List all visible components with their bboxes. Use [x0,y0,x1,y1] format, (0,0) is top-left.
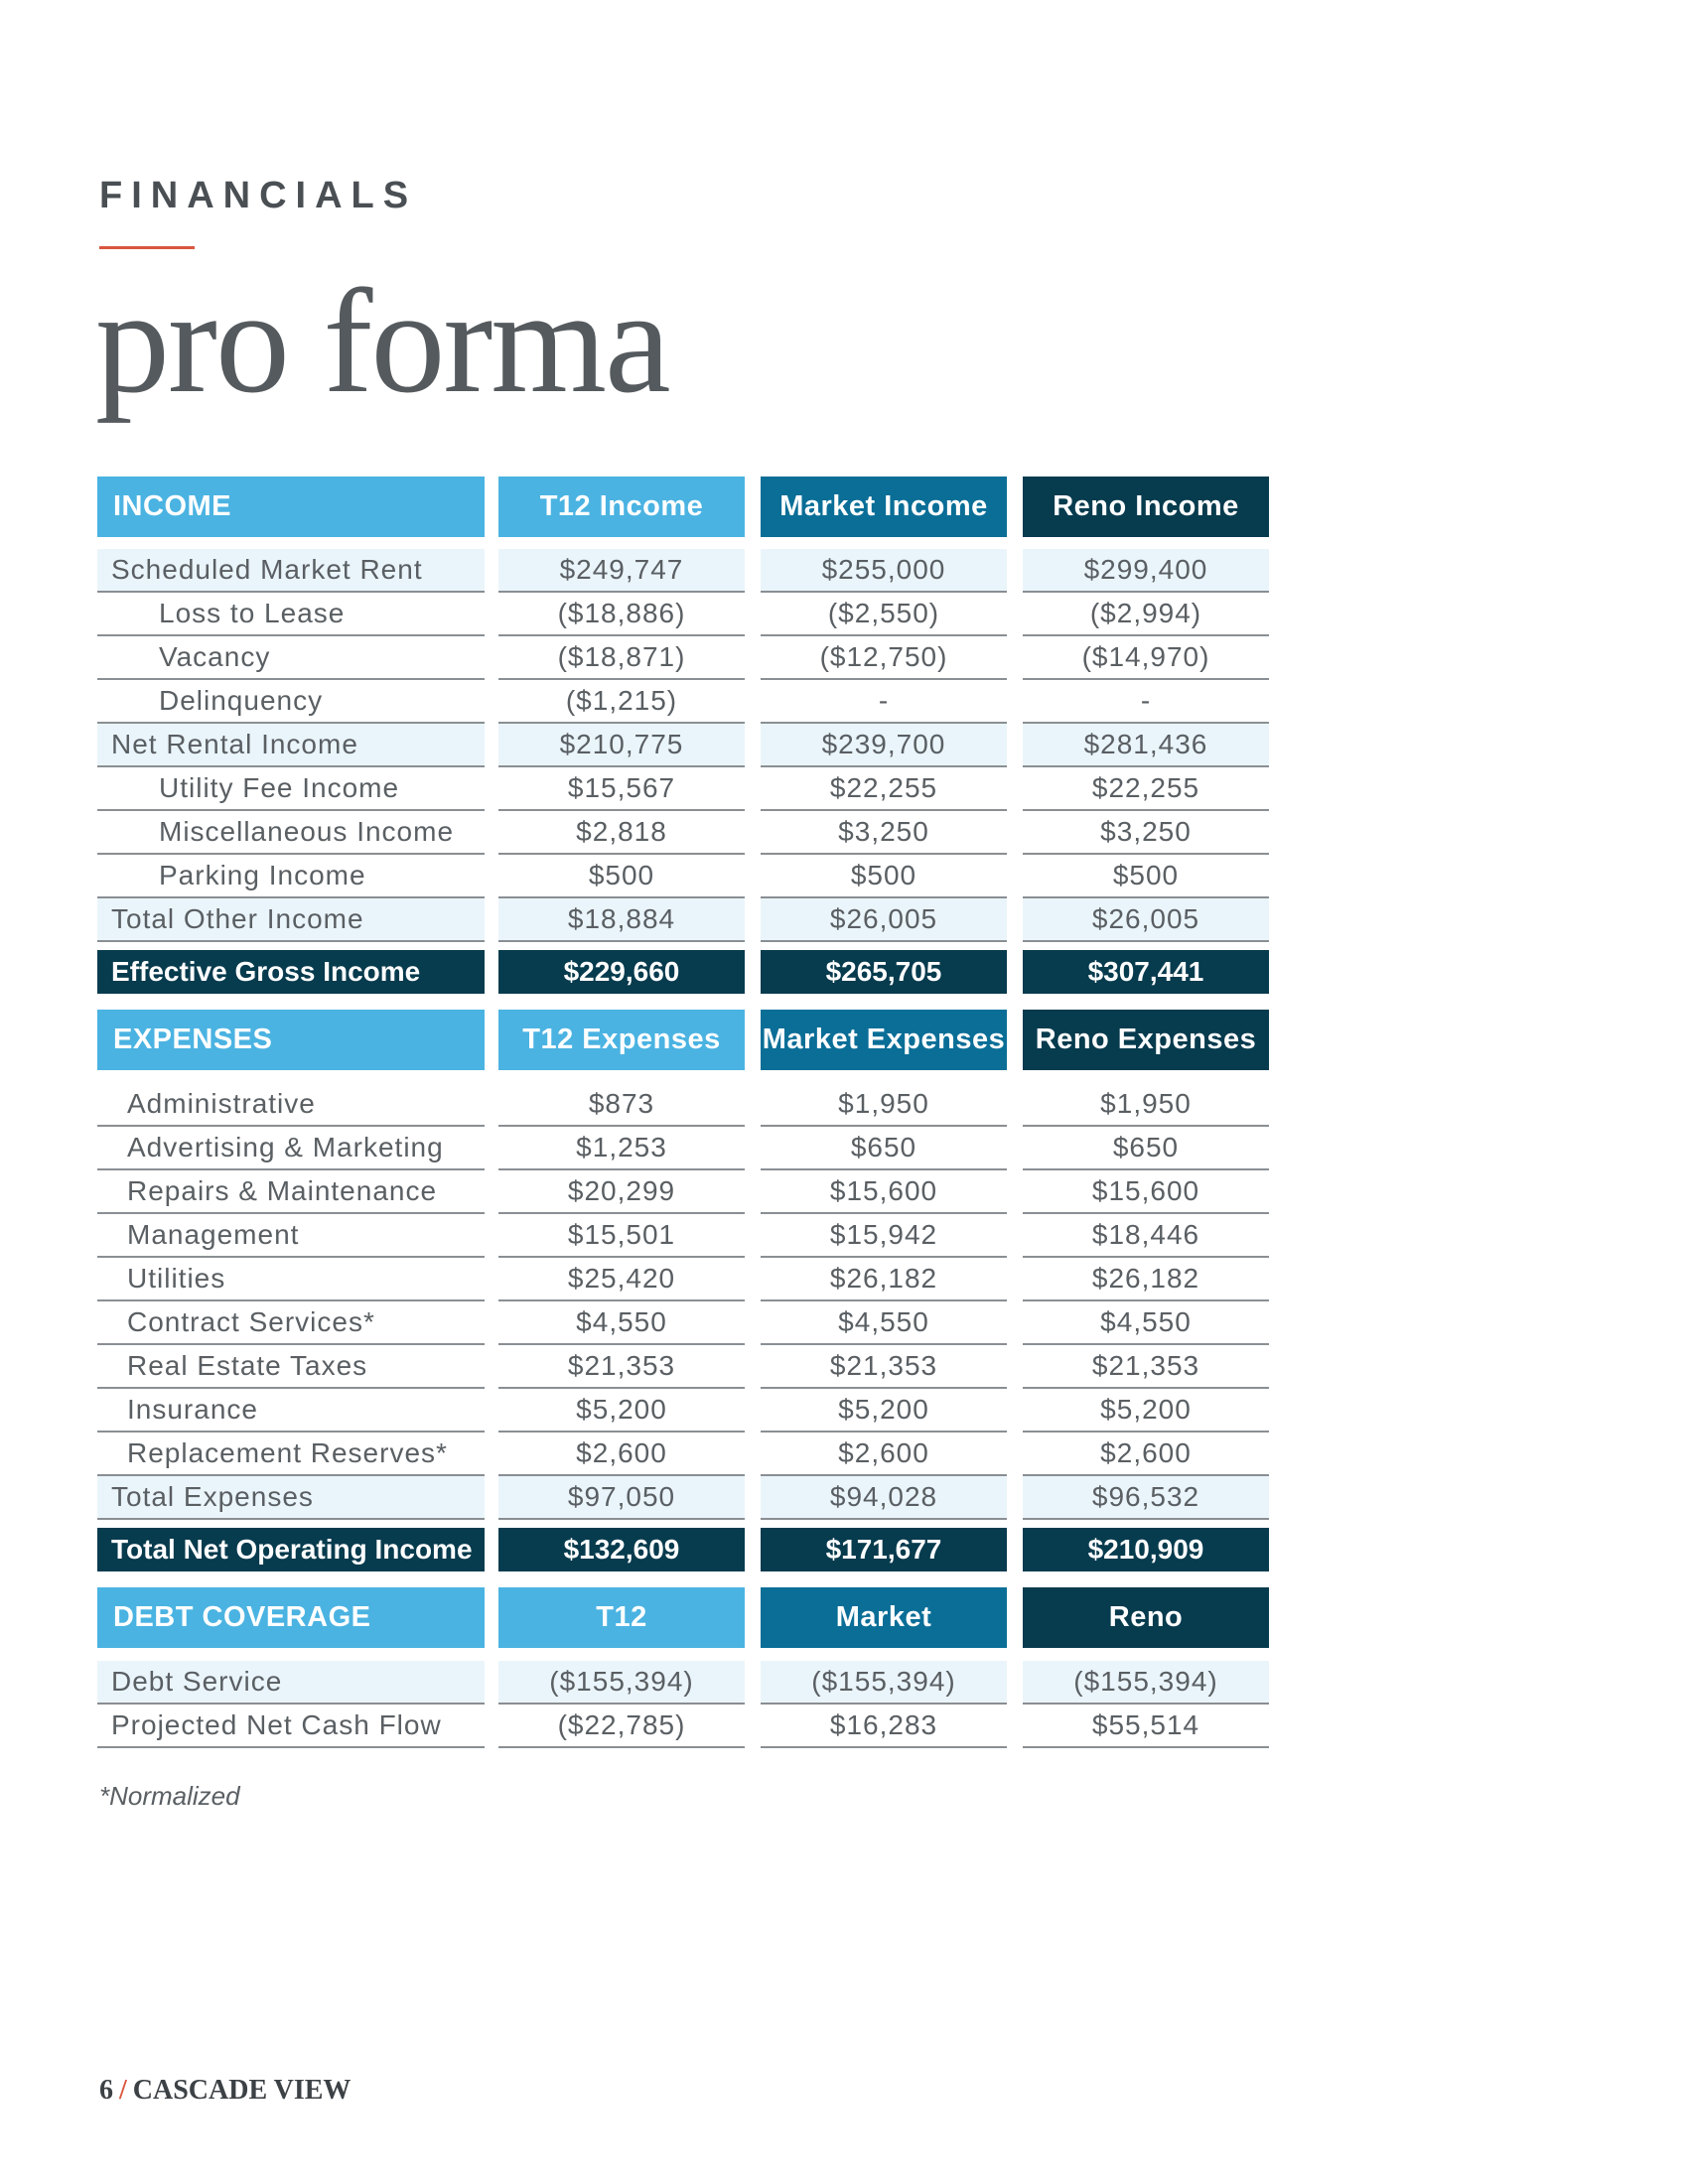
income-row-reno: - [1023,680,1269,724]
income-header-reno: Reno Income [1023,477,1269,537]
footnote: *Normalized [99,1781,240,1811]
expenses-header-label: EXPENSES [97,1010,485,1070]
income-row-reno: $299,400 [1023,549,1269,593]
expense-row-reno: $18,446 [1023,1214,1269,1258]
expense-row-label: Total Expenses [97,1476,485,1520]
debt-header-label: DEBT COVERAGE [97,1587,485,1648]
effective-gross-income-label: Effective Gross Income [97,950,485,994]
expense-row-label: Utilities [97,1258,485,1301]
effective-gross-income-market: $265,705 [761,950,1007,994]
income-row-reno: ($2,994) [1023,593,1269,636]
expense-row-label: Management [97,1214,485,1258]
income-row-market: $26,005 [761,898,1007,942]
expense-row-reno: $26,182 [1023,1258,1269,1301]
expense-row-reno: $2,600 [1023,1433,1269,1476]
income-row-market: ($12,750) [761,636,1007,680]
income-row-label: Total Other Income [97,898,485,942]
income-row-label: Utility Fee Income [97,767,485,811]
debt-row-label: Projected Net Cash Flow [97,1705,485,1748]
net-operating-income-t12: $132,609 [498,1528,745,1571]
expense-row-market: $15,600 [761,1170,1007,1214]
expense-row-label: Administrative [97,1083,485,1127]
income-row-t12: $2,818 [498,811,745,855]
debt-row-reno: $55,514 [1023,1705,1269,1748]
income-row-reno: ($14,970) [1023,636,1269,680]
income-row-reno: $281,436 [1023,724,1269,767]
expense-row-t12: $873 [498,1083,745,1127]
income-row-market: $500 [761,855,1007,898]
debt-row-market: $16,283 [761,1705,1007,1748]
income-row-t12: $15,567 [498,767,745,811]
expense-row-market: $21,353 [761,1345,1007,1389]
expense-row-market: $1,950 [761,1083,1007,1127]
page-title: pro forma [95,259,669,424]
expense-row-t12: $1,253 [498,1127,745,1170]
income-row-reno: $500 [1023,855,1269,898]
debt-header-t12: T12 [498,1587,745,1648]
income-row-reno: $22,255 [1023,767,1269,811]
page-number: 6 [99,2075,113,2106]
income-row-t12: $18,884 [498,898,745,942]
expense-row-t12: $15,501 [498,1214,745,1258]
expense-row-market: $4,550 [761,1301,1007,1345]
income-row-t12: ($1,215) [498,680,745,724]
expense-row-reno: $21,353 [1023,1345,1269,1389]
expense-row-t12: $21,353 [498,1345,745,1389]
debt-row-t12: ($22,785) [498,1705,745,1748]
expense-row-reno: $4,550 [1023,1301,1269,1345]
income-row-market: - [761,680,1007,724]
net-operating-income-market: $171,677 [761,1528,1007,1571]
expense-row-t12: $25,420 [498,1258,745,1301]
debt-row-reno: ($155,394) [1023,1661,1269,1705]
section-kicker: FINANCIALS [99,175,418,216]
debt-row-market: ($155,394) [761,1661,1007,1705]
expense-row-reno: $15,600 [1023,1170,1269,1214]
income-row-t12: $500 [498,855,745,898]
expense-row-market: $2,600 [761,1433,1007,1476]
footer-slash: / [119,2075,127,2106]
expenses-header-reno: Reno Expenses [1023,1010,1269,1070]
expense-row-t12: $4,550 [498,1301,745,1345]
expense-row-market: $5,200 [761,1389,1007,1433]
income-row-reno: $3,250 [1023,811,1269,855]
expense-row-label: Contract Services* [97,1301,485,1345]
expense-row-market: $15,942 [761,1214,1007,1258]
expense-row-label: Replacement Reserves* [97,1433,485,1476]
expense-row-reno: $5,200 [1023,1389,1269,1433]
expenses-header-market: Market Expenses [761,1010,1007,1070]
income-row-label: Scheduled Market Rent [97,549,485,593]
debt-row-t12: ($155,394) [498,1661,745,1705]
expense-row-market: $94,028 [761,1476,1007,1520]
income-row-t12: $249,747 [498,549,745,593]
property-name: CASCADE VIEW [132,2075,352,2106]
income-row-market: $3,250 [761,811,1007,855]
income-row-reno: $26,005 [1023,898,1269,942]
expense-row-market: $650 [761,1127,1007,1170]
expense-row-label: Insurance [97,1389,485,1433]
income-header-market: Market Income [761,477,1007,537]
effective-gross-income-t12: $229,660 [498,950,745,994]
income-row-t12: ($18,886) [498,593,745,636]
income-row-t12: ($18,871) [498,636,745,680]
income-row-market: $22,255 [761,767,1007,811]
expense-row-t12: $5,200 [498,1389,745,1433]
accent-rule [99,246,195,249]
income-row-label: Parking Income [97,855,485,898]
expense-row-reno: $650 [1023,1127,1269,1170]
expense-row-market: $26,182 [761,1258,1007,1301]
expense-row-reno: $1,950 [1023,1083,1269,1127]
expense-row-t12: $97,050 [498,1476,745,1520]
debt-row-label: Debt Service [97,1661,485,1705]
income-row-label: Delinquency [97,680,485,724]
income-row-market: $255,000 [761,549,1007,593]
income-row-market: $239,700 [761,724,1007,767]
expense-row-label: Repairs & Maintenance [97,1170,485,1214]
debt-header-market: Market [761,1587,1007,1648]
net-operating-income-reno: $210,909 [1023,1528,1269,1571]
income-header-label: INCOME [97,477,485,537]
expense-row-reno: $96,532 [1023,1476,1269,1520]
expense-row-t12: $2,600 [498,1433,745,1476]
income-row-market: ($2,550) [761,593,1007,636]
income-row-label: Vacancy [97,636,485,680]
debt-header-reno: Reno [1023,1587,1269,1648]
expense-row-label: Advertising & Marketing [97,1127,485,1170]
income-header-t12: T12 Income [498,477,745,537]
effective-gross-income-reno: $307,441 [1023,950,1269,994]
expense-row-label: Real Estate Taxes [97,1345,485,1389]
income-row-label: Loss to Lease [97,593,485,636]
page-footer [99,2075,351,2107]
expenses-header-t12: T12 Expenses [498,1010,745,1070]
net-operating-income-label: Total Net Operating Income [97,1528,485,1571]
income-row-t12: $210,775 [498,724,745,767]
expense-row-t12: $20,299 [498,1170,745,1214]
income-row-label: Miscellaneous Income [97,811,485,855]
income-row-label: Net Rental Income [97,724,485,767]
